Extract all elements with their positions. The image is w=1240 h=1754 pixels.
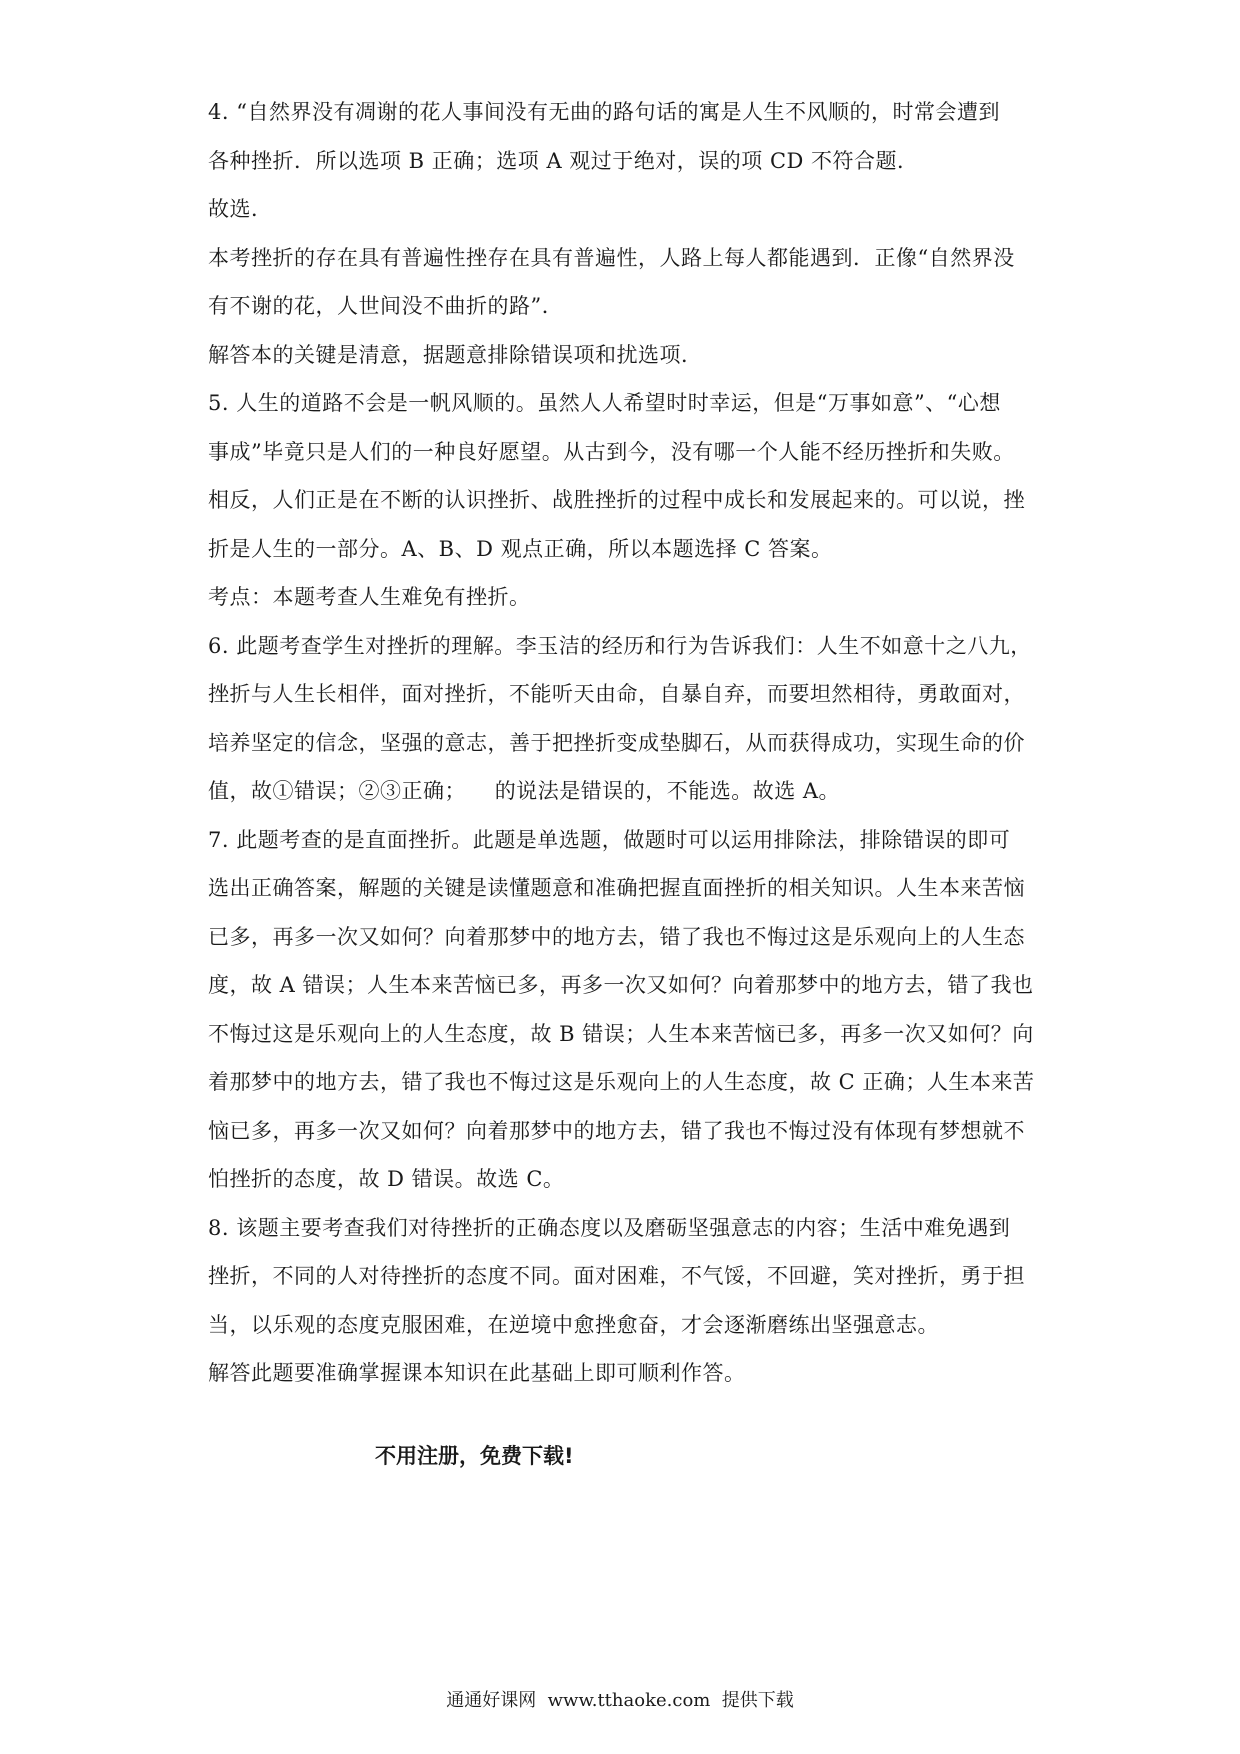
text-line: 当，以乐观的态度克服困难，在逆境中愈挫愈奋，才会逐渐磨练出坚强意志。 — [208, 1312, 939, 1337]
text-line: 值，故①错误；②③正确； 的说法是错误的，不能选。故选 A。 — [208, 779, 841, 803]
text-line: 折是人生的一部分。A、B、D 观点正确，所以本题选择 C 答案。 — [208, 536, 833, 561]
text-line: 5. 人生的道路不会是一帆风顺的。虽然人人希望时时幸运，但是“万事如意”、“心想 — [208, 391, 1001, 415]
text-line: 挫折与人生长相伴，面对挫折，不能听天由命，自暴自弃，而要坦然相待，勇敢面对， — [208, 682, 1025, 706]
text-line: 7. 此题考查的是直面挫折。此题是单选题，做题时可以运用排除法，排除错误的即可 — [208, 827, 1011, 852]
text-line: 6. 此题考查学生对挫折的理解。李玉洁的经历和行为告诉我们：人生不如意十之八九， — [208, 633, 1032, 658]
page-footer: 通通好课网 www.tthaoke.com 提供下载 — [446, 1690, 794, 1711]
text-line: 8. 该题主要考查我们对待挫折的正确态度以及磨砺坚强意志的内容；生活中难免遇到 — [208, 1215, 1011, 1240]
text-line: 考点：本题考查人生难免有挫折。 — [208, 585, 531, 609]
text-line: 挫折，不同的人对待挫折的态度不同。面对困难，不气馁，不回避，笑对挫折，勇于担 — [208, 1264, 1025, 1288]
text-line: 培养坚定的信念，坚强的意志，善于把挫折变成垫脚石，从而获得成功，实现生命的价 — [208, 730, 1025, 755]
text-line: 已多，再多一次又如何？向着那梦中的地方去，错了我也不悔过这是乐观向上的人生态 — [208, 924, 1025, 949]
text-line: 着那梦中的地方去，错了我也不悔过这是乐观向上的人生态度，故 C 正确；人生本来苦 — [208, 1070, 1035, 1094]
text-line: 相反，人们正是在不断的认识挫折、战胜挫折的过程中成长和发展起来的。可以说，挫 — [208, 488, 1025, 512]
text-line: 本考挫折的存在具有普遍性挫存在具有普遍性，人路上每人都能遇到．正像“自然界没 — [208, 245, 1015, 270]
text-line: 4. “自然界没有凋谢的花人事间没有无曲的路句话的寓是人生不风顺的，时常会遭到 — [208, 100, 1000, 124]
text-line: 解答本的关键是清意，据题意排除错误项和扰选项． — [208, 342, 703, 367]
text-line: 故选． — [208, 197, 273, 221]
text-line: 怕挫折的态度，故 D 错误。故选 C。 — [208, 1167, 565, 1191]
text-line: 解答此题要准确掌握课本知识在此基础上即可顺利作答。 — [208, 1361, 746, 1385]
text-line: 恼已多，再多一次又如何？向着那梦中的地方去，错了我也不悔过没有体现有梦想就不 — [208, 1118, 1025, 1143]
text-line: 不悔过这是乐观向上的人生态度，故 B 错误；人生本来苦恼已多，再多一次又如何？向 — [208, 1021, 1034, 1046]
text-line: 事成”毕竟只是人们的一种良好愿望。从古到今，没有哪一个人能不经历挫折和失败。 — [208, 439, 1015, 464]
document-body — [208, 88, 1042, 1398]
promo-text: 不用注册，免费下载! — [375, 1444, 574, 1468]
text-line: 各种挫折．所以选项 B 正确；选项 A 观过于绝对，误的项 CD 不符合题． — [208, 148, 919, 173]
text-line: 度，故 A 错误；人生本来苦恼已多，再多一次又如何？向着那梦中的地方去，错了我也 — [208, 973, 1034, 997]
text-line: 选出正确答案，解题的关键是读懂题意和准确把握直面挫折的相关知识。人生本来苦恼 — [208, 876, 1025, 900]
text-line: 有不谢的花，人世间没不曲折的路”． — [208, 294, 564, 318]
